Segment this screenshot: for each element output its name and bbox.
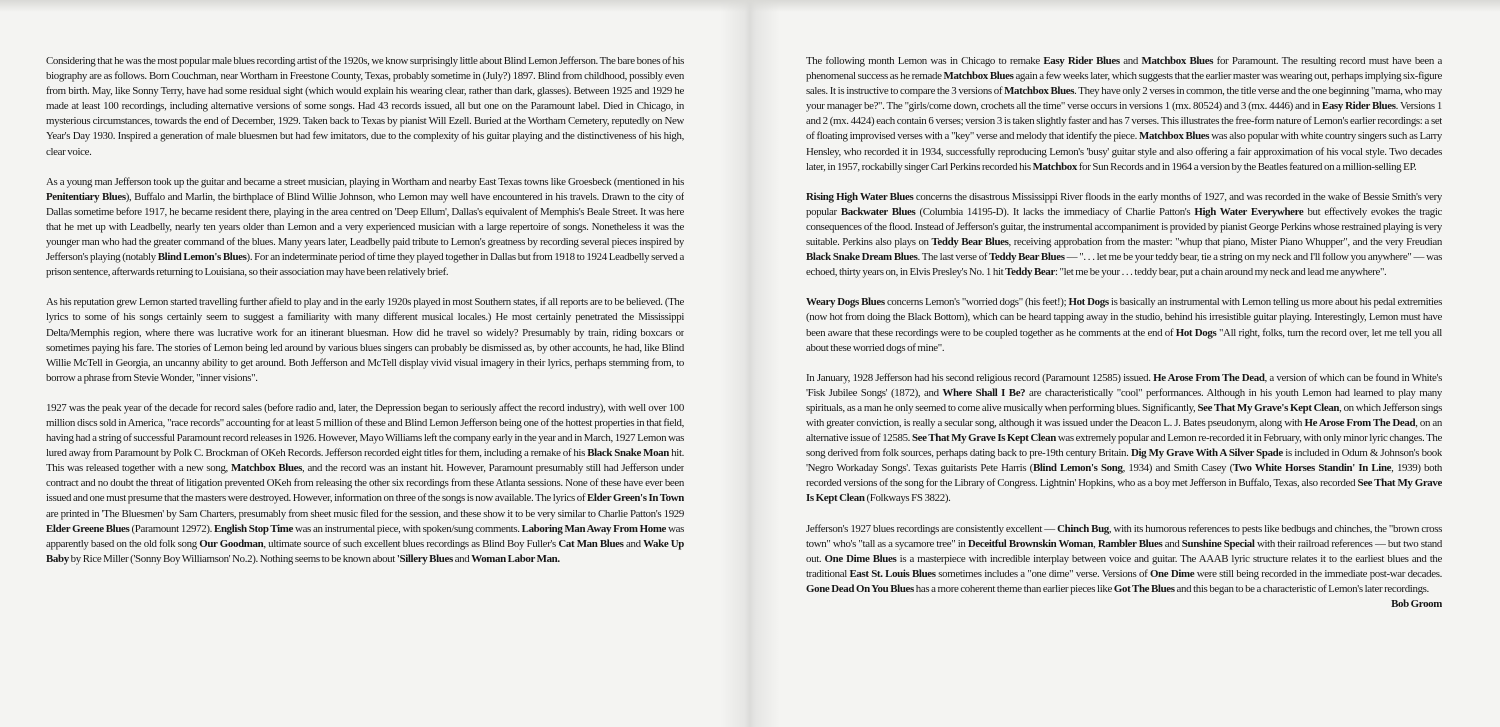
text-run: and this began to be a characteristic of Lemon's later recordings. bbox=[1174, 582, 1429, 595]
song-title: See That My Grave's Kept Clean bbox=[1197, 401, 1340, 414]
song-title: Laboring Man Away From Home bbox=[521, 522, 667, 535]
song-title: Hot Dogs bbox=[1175, 326, 1217, 339]
text-run: for Sun Records and in 1964 a version by the Beatles featured on a million-selling EP. bbox=[1077, 160, 1417, 173]
text-run: ). For an indeterminate period of time they played together in Dallas but from 1918 to 1924 Leadbelly served a prison sentence, afterwards returning to Louisiana, so their association may have been relatively brief. bbox=[46, 251, 684, 279]
text-run: was extremely popular and Lemon re-recorded it in February, with only minor lyric changes. The song derived from folk sources, perhaps dating back to pre-19th century Britain. bbox=[806, 432, 1442, 460]
song-title: See That My Grave Is Kept Clean bbox=[911, 432, 1056, 445]
text-run: (Folkways FS 3822). bbox=[864, 492, 951, 505]
text-run: has a more coherent theme than earlier pieces like bbox=[913, 582, 1114, 595]
song-title: Got The Blues bbox=[1113, 582, 1175, 595]
text-run: is a masterpiece with incredible interplay between voice and guitar. The AAAB lyric structure relates it to the earliest blues and the traditional bbox=[806, 552, 1442, 580]
paragraph bbox=[46, 401, 684, 567]
song-title: Matchbox Blues bbox=[943, 70, 1014, 83]
text-run: were still being recorded in the immediate post-war decades. bbox=[1194, 567, 1442, 580]
paragraph bbox=[46, 295, 684, 386]
song-title: Teddy Bear Blues bbox=[931, 236, 1009, 249]
text-run: (Columbia 14195-D). It lacks the immediacy of Charlie Patton's bbox=[915, 205, 1195, 218]
text-run: , and the record was an instant hit. However, Paramount presumably still had Jefferson under contract and no doubt the threat of litigation prevented OKeh from releasing the other six recordings from these Atlanta sessions. None of these have ever been issued and one must presume that the masters were destroyed. However, information on three of the songs is now available. The lyrics of bbox=[46, 462, 684, 505]
song-title: Matchbox Blues bbox=[1139, 130, 1210, 143]
song-title: Backwater Blues bbox=[840, 205, 916, 218]
song-title: Wake Up Baby bbox=[46, 537, 684, 565]
text-run: and bbox=[1162, 537, 1182, 550]
text-run: , receiving approbation from the master: "whup that piano, Mister Piano Whupper", and the very Freudian bbox=[1008, 236, 1442, 249]
song-title: Black Snake Dream Blues bbox=[806, 251, 918, 264]
song-title: Teddy Bear bbox=[1005, 266, 1055, 279]
paragraph bbox=[46, 54, 684, 160]
song-title: Sunshine Special bbox=[1181, 537, 1255, 550]
song-title: Elder Green's In Town bbox=[587, 492, 684, 505]
song-title: Deceitful Brownskin Woman bbox=[967, 537, 1094, 550]
text-run: sometimes includes a "one dime" verse. Versions of bbox=[935, 567, 1150, 580]
song-title: Our Goodman bbox=[199, 537, 264, 550]
page-top-shadow bbox=[0, 0, 1500, 12]
text-run: , with its humorous references to pests like bedbugs and chinches, the "brown cross town" who's "tall as a sycamore tree" in bbox=[806, 522, 1442, 550]
text-run: again a few weeks later, which suggests that the earlier master was wearing out, perhaps implying six-figure sales. It is instructive to compare the 3 versions of bbox=[806, 70, 1442, 98]
text-run: As a young man Jefferson took up the guitar and became a street musician, playing in Wortham and nearby East Texas towns like Groesbeck (mentioned in his bbox=[46, 175, 684, 188]
text-run: , bbox=[1093, 537, 1098, 550]
text-run: with their railroad references — but two stand out. bbox=[806, 537, 1442, 565]
song-title: Blind Lemon's Blues bbox=[157, 251, 247, 264]
song-title: Weary Dogs Blues bbox=[806, 296, 885, 309]
author-signature: Bob Groom bbox=[1391, 598, 1442, 610]
song-title: 'Sillery Blues bbox=[396, 552, 453, 565]
text-run: , 1939) both recorded versions of the song for the Library of Congress. Lightnin' Hopkins, who as a boy met Jefferson in Buffalo, Texas, also recorded bbox=[806, 462, 1442, 490]
song-title: One Dime bbox=[1149, 567, 1195, 580]
text-run: In January, 1928 Jefferson had his second religious record (Paramount 12585) issued. bbox=[806, 371, 1154, 384]
text-run: hit. This was released together with a new song, bbox=[46, 447, 684, 475]
song-title: Dig My Grave With A Silver Spade bbox=[1130, 447, 1283, 460]
text-run: , on an alternative issue of 12585. bbox=[806, 416, 1442, 445]
song-title: Elder Greene Blues bbox=[46, 522, 130, 535]
song-title: Penitentiary Blues bbox=[46, 190, 126, 203]
paragraph bbox=[806, 54, 1442, 175]
song-title: One Dime Blues bbox=[824, 552, 897, 565]
text-run: concerns the disastrous Mississippi River floods in the early months of 1927, and was recorded in the wake of Bessie Smith's very popular bbox=[806, 190, 1442, 218]
paragraph bbox=[806, 522, 1442, 610]
text-run: Considering that he was the most popular male blues recording artist of the 1920s, we know surprisingly little about Blind Lemon Jefferson. The bare bones of his biography are as follows. Born Couchman, near Wortham in Freestone County, Texas, probably sometime in (July?) 1897. Blind from childhood, possibly even from birth. May, like Sonny Terry, have had some residual sight (which would explain his wearing clear, rather than dark, glasses). Between 1925 and 1929 he made at least 100 recordings, including alternative versions of some songs. Had 43 records issued, all but one on the Paramount label. Died in Chicago, in mysterious circumstances, towards the end of December, 1929. Taken back to Texas by pianist Will Ezell. Buried at the Wortham Cemetery, reputedly on New Year's Day 1930. Inspired a generation of male bluesmen but had few imitators, due to the complexity of his guitar playing and the distinctiveness of his high, clear voice. bbox=[46, 55, 684, 158]
song-title: Gone Dead On You Blues bbox=[806, 582, 914, 595]
song-title: He Arose From The Dead bbox=[1304, 416, 1416, 429]
text-run: was apparently based on the old folk song bbox=[46, 522, 684, 550]
text-run: was an instrumental piece, with spoken/sung comments. bbox=[293, 522, 522, 535]
text-run: Jefferson's 1927 blues recordings are consistently excellent — bbox=[806, 522, 1058, 535]
text-run: was also popular with white country singers such as Larry Hensley, who recorded it in 1934, successfully reproducing Lemon's 'busy' guitar style and also offering a fair approximation of his vocal style. Two decades later, in 1957, rockabilly singer Carl Perkins recorded his bbox=[806, 130, 1442, 173]
song-title: Teddy Bear Blues bbox=[989, 251, 1065, 264]
song-title: See That My Grave Is Kept Clean bbox=[806, 477, 1442, 505]
song-title: Where Shall I Be? bbox=[942, 386, 1026, 399]
text-run: and bbox=[623, 537, 644, 550]
song-title: Rambler Blues bbox=[1097, 537, 1163, 550]
text-run: is included in Odum & Johnson's book 'Negro Workaday Songs'. Texas guitarists Pete Harris ( bbox=[806, 447, 1442, 475]
text-run: , a version of which can be found in White's 'Fisk Jubilee Songs' (1872), and bbox=[806, 371, 1442, 399]
text-run: but effectively evokes the tragic consequences of the flood. Instead of Jefferson's guitar, the instrumental accompaniment is provided by pianist George Perkins whose restrained playing is very suitable. Perkins also plays on bbox=[806, 205, 1442, 249]
text-run: are characteristically "cool" performances. Although in his youth Lemon had learned to play many spirituals, as a man he only seemed to come alive musically when performing blues. Significantly, bbox=[806, 386, 1442, 414]
song-title: Easy Rider Blues bbox=[1043, 55, 1120, 67]
song-title: Blind Lemon's Song bbox=[1032, 462, 1123, 475]
text-run: and bbox=[452, 552, 472, 565]
text-run: and bbox=[1119, 55, 1142, 67]
paragraph bbox=[806, 190, 1442, 281]
song-title: Black Snake Moan bbox=[587, 447, 669, 460]
song-title: Matchbox Blues bbox=[230, 462, 303, 475]
text-run: . The last verse of bbox=[917, 251, 990, 264]
text-run: , ultimate source of such excellent blues recordings as Blind Boy Fuller's bbox=[263, 537, 559, 550]
text-run: (Paramount 12972). bbox=[129, 522, 215, 535]
text-run: concerns Lemon's "worried dogs" (his feet!); bbox=[884, 296, 1069, 309]
song-title: Cat Man Blues bbox=[558, 537, 624, 550]
text-run: ), Buffalo and Marlin, the birthplace of Blind Willie Johnson, who Lemon may well have encountered in his travels. Drawn to the city of Dallas sometime before 1917, he became resident there, playing in the area centred on 'Deep Ellum', Dallas's equivalent of Memphis's Beale Street. It was here that he met up with Leadbelly, nearly ten years older than Lemon and a very experienced musician with a large repertoire of songs. Nonetheless it was the younger man who had the greater command of the blues. Many years later, Leadbelly paid tribute to Lemon's greatness by recording several pieces inspired by Jefferson's playing (notably bbox=[46, 190, 684, 264]
text-run: 1927 was the peak year of the decade for record sales (before radio and, later, the Depression began to seriously affect the record industry), with well over 100 million discs sold in America, "race records" accounting for at least 5 million of these and Blind Lemon Jefferson being one of the hottest properties in that field, having had a string of successful Paramount record releases in 1926. However, Mayo Williams left the company early in the year and in March, 1927 Lemon was lured away from Paramount by Polk C. Brockman of OKeh Records. Jefferson recorded eight titles for them, including a remake of his bbox=[46, 401, 684, 460]
right-page bbox=[806, 54, 1442, 694]
text-run: are printed in 'The Bluesmen' by Sam Charters, presumably from sheet music filed for the session, and these show it to be very similar to Charlie Patton's 1929 bbox=[46, 507, 684, 520]
text-run: — ". . . let me be your teddy bear, tie a string on my neck and I'll follow you anywhere" — was echoed, thirty years on, in Elvis Presley's No. 1 hit bbox=[806, 251, 1442, 279]
paragraph bbox=[806, 371, 1442, 507]
song-title: Matchbox Blues bbox=[1004, 85, 1075, 98]
song-title: Rising High Water Blues bbox=[806, 190, 914, 203]
paragraph bbox=[46, 175, 684, 281]
song-title: High Water Everywhere bbox=[1194, 205, 1304, 218]
song-title: English Stop Time bbox=[214, 522, 293, 535]
song-title: Chinch Bug bbox=[1057, 522, 1109, 535]
song-title: Two White Horses Standin' In Line bbox=[1232, 462, 1392, 475]
text-run: , on which Jefferson sings with greater conviction, is really a secular song, although it was issued under the Deacon L. J. Bates pseudonym, along with bbox=[806, 401, 1442, 429]
text-run: by Rice Miller ('Sonny Boy Williamson' No.2). Nothing seems to be known about bbox=[68, 552, 397, 565]
text-run: , 1934) and Smith Casey ( bbox=[1122, 462, 1233, 475]
text-run: . They have only 2 verses in common, the title verse and the one beginning "mama, who may your manager be?". The "girls/come down, crochets all the time" verse occurs in versions 1 (mx. 80524) and 3 (mx. 4446) and in bbox=[806, 85, 1442, 113]
song-title: Woman Labor Man. bbox=[471, 552, 560, 565]
text-run: for Paramount. The resulting record must have been a phenomenal success as he remade bbox=[806, 55, 1442, 83]
text-run: As his reputation grew Lemon started travelling further afield to play and in the early 1920s played in most Southern states, if all reports are to be believed. (The lyrics to some of his songs certainly seem to suggest a familiarity with many different musical locales.) He most certainly penetrated the Mississippi Delta/Memphis region, where there was lucrative work for an itinerant bluesman. How did he travel so widely? Presumably by train, riding boxcars or sometimes paying his fare. The stories of Lemon being led around by various blues singers can probably be dismissed as, by other accounts, he had, like Blind Willie McTell in Georgia, an uncanny ability to get around. Both Jefferson and McTell display vivid visual imagery in their lyrics, perhaps stemming from, to borrow a phrase from Stevie Wonder, "inner visions". bbox=[46, 296, 684, 384]
text-run: The following month Lemon was in Chicago to remake bbox=[806, 55, 1044, 67]
song-title: Easy Rider Blues bbox=[1321, 100, 1396, 113]
song-title: Hot Dogs bbox=[1068, 296, 1109, 309]
text-run: "All right, folks, turn the record over, let me tell you all about these worried dogs of mine". bbox=[806, 326, 1442, 354]
song-title: Matchbox bbox=[1032, 160, 1077, 173]
song-title: He Arose From The Dead bbox=[1153, 371, 1265, 384]
paragraph bbox=[806, 295, 1442, 355]
text-run: : "let me be your . . . teddy bear, put a chain around my neck and lead me anywhere". bbox=[1054, 266, 1387, 279]
song-title: East St. Louis Blues bbox=[849, 567, 936, 580]
text-run: is basically an instrumental with Lemon telling us more about his pedal extremities (now hot from doing the Black Bottom), which can be heard tapping away in the studio, behind his irresistible guitar playing. Interestingly, Lemon must have been aware that these recordings were to be coupled together as he comments at the end of bbox=[806, 296, 1442, 339]
song-title: Matchbox Blues bbox=[1141, 55, 1214, 67]
left-page bbox=[46, 54, 684, 694]
text-run: . Versions 1 and 2 (mx. 4424) each contain 6 verses; version 3 is taken slightly faster and has 7 verses. This illustrates the free-form nature of Lemon's earlier recordings: a set of floating improvised verses with a "key" verse and melody that identify the piece. bbox=[806, 100, 1442, 143]
